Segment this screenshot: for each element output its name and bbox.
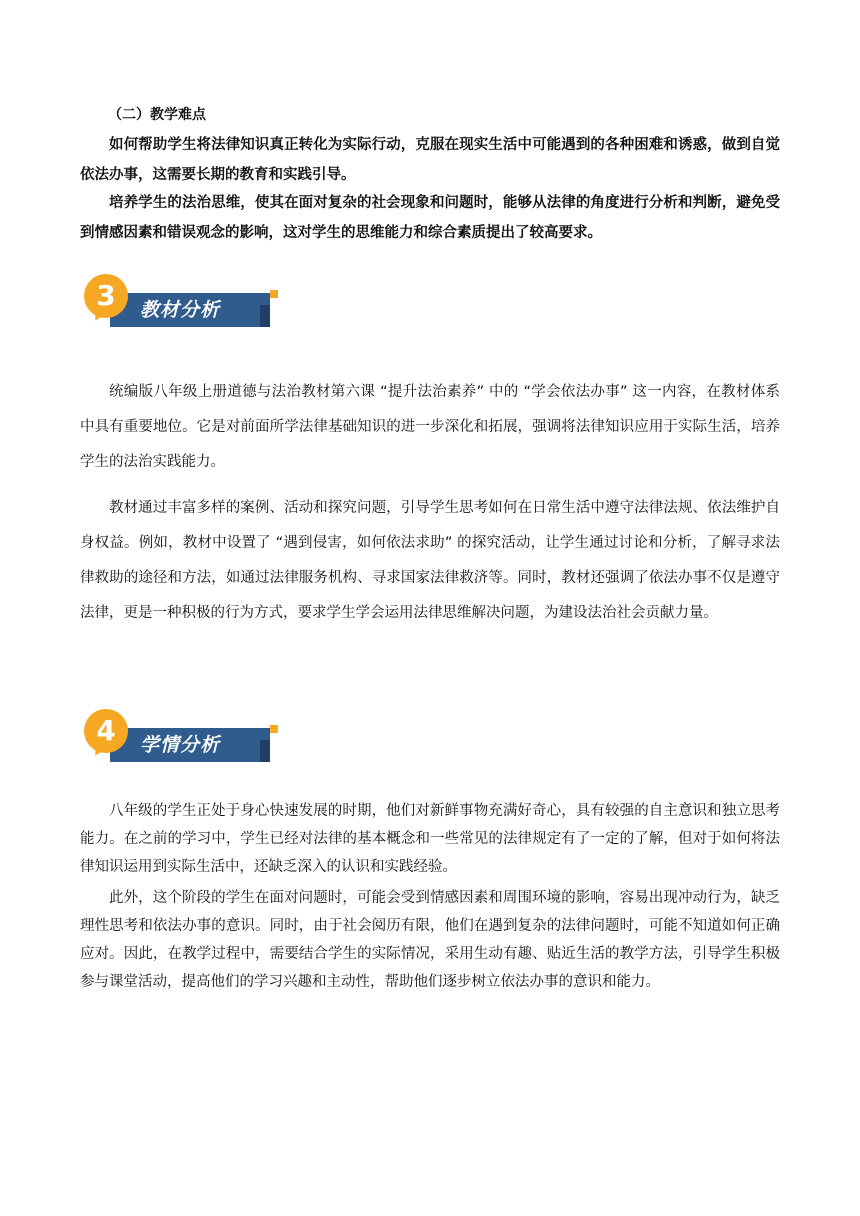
section-banner-student-analysis bbox=[80, 705, 290, 775]
textbook-analysis-paragraph-2: 教材通过丰富多样的案例、活动和探究问题，引导学生思考如何在日常生活中遵守法律法规、依法维护自身权益。例如，教材中设置了 “遇到侵害，如何依法求助” 的探究活动，让学生通过讨论和分析，了解寻求法律救助的途径和方法，如通过法律服务机构、寻求国家法律救济等。同时，教材还强调了依法办事不仅是遵守法律，更是一种积极的行为方式，要求学生学会运用法律思维解决问题，为建设法治社会贡献力量。 bbox=[80, 500, 780, 621]
student-analysis-paragraph-1: 八年级的学生正处于身心快速发展的时期，他们对新鲜事物充满好奇心，具有较强的自主意识和独立思考能力。在之前的学习中，学生已经对法律的基本概念和一些常见的法律规定有了一定的了解，但对于如何将法律知识运用到实际生活中，还缺乏深入的认识和实践经验。 bbox=[80, 803, 780, 875]
textbook-analysis-paragraph-1: 统编版八年级上册道德与法治教材第六课 “提升法治素养” 中的 “学会依法办事” 这一内容，在教材体系中具有重要地位。它是对前面所学法律基础知识的进一步深化和拓展，强调将法律知识应用于实际生活，培养学生的法治实践能力。 bbox=[80, 384, 780, 470]
banner-bar-fold bbox=[260, 740, 270, 762]
section-banner-textbook-analysis bbox=[80, 270, 290, 340]
teaching-difficulty-heading: （二）教学难点 bbox=[108, 107, 206, 123]
decorative-square-icon bbox=[270, 725, 278, 733]
difficulty-paragraph-2: 培养学生的法治思维，使其在面对复杂的社会现象和问题时，能够从法律的角度进行分析和判断，避免受到情感因素和错误观念的影响，这对学生的思维能力和综合素质提出了较高要求。 bbox=[80, 195, 780, 241]
decorative-square-icon bbox=[270, 290, 278, 298]
section-title: 学情分析 bbox=[140, 734, 221, 756]
difficulty-paragraph-1: 如何帮助学生将法律知识真正转化为实际行动，克服在现实生活中可能遇到的各种困难和诱惑，做到自觉依法办事，这需要长期的教育和实践引导。 bbox=[80, 137, 780, 183]
section-number-badge: 4 bbox=[84, 709, 128, 753]
student-analysis-paragraph-2: 此外，这个阶段的学生在面对问题时，可能会受到情感因素和周围环境的影响，容易出现冲动行为，缺乏理性思考和依法办事的意识。同时，由于社会阅历有限，他们在遇到复杂的法律问题时，可能不知道如何正确应对。因此，在教学过程中，需要结合学生的实际情况，采用生动有趣、贴近生活的教学方法，引导学生积极参与课堂活动，提高他们的学习兴趣和主动性，帮助他们逐步树立依法办事的意识和能力。 bbox=[80, 890, 780, 990]
banner-bar-fold bbox=[260, 305, 270, 327]
section-title: 教材分析 bbox=[140, 299, 221, 321]
section-number-badge: 3 bbox=[84, 274, 128, 318]
